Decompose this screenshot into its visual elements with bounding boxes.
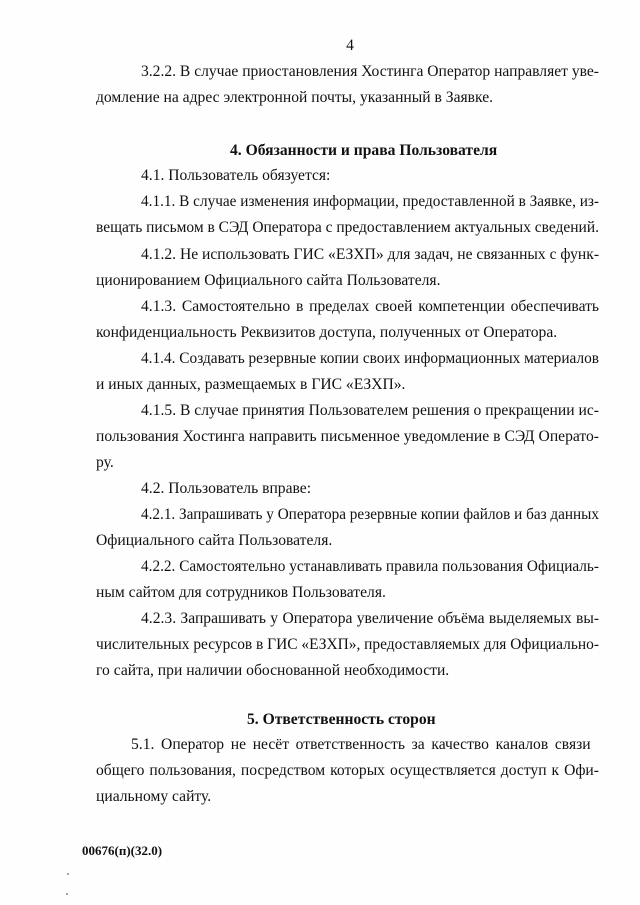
paragraph-line: домление на адрес электронной почты, указанный в Заявке. xyxy=(96,89,494,106)
paragraph-line: 3.2.2. В случае приостановления Хостинга Оператор направляет уве- xyxy=(141,63,599,80)
scan-speck xyxy=(67,873,69,875)
section-heading: 5. Ответственность сторон xyxy=(247,711,436,728)
paragraph-line: 4.2.1. Запрашивать у Оператора резервные копии файлов и баз данных xyxy=(141,506,599,523)
paragraph-line: и иных данных, размещаемых в ГИС «ЕЗХП». xyxy=(96,376,406,393)
paragraph-line: 4.1.3. Самостоятельно в пределах своей компетенции обеспечивать xyxy=(141,298,600,315)
paragraph-line: 4.2.3. Запрашивать у Оператора увеличение объёма выделяемых вы- xyxy=(141,610,600,627)
section-heading: 4. Обязанности и права Пользователя xyxy=(230,142,498,159)
paragraph-line: ным сайтом для сотрудников Пользователя. xyxy=(96,584,386,601)
scan-speck xyxy=(66,893,68,895)
paragraph-line: 5.1. Оператор не несёт ответственность за качество каналов связи xyxy=(131,736,591,753)
paragraph-line: числительных ресурсов в ГИС «ЕЗХП», предоставляемых для Официально- xyxy=(96,636,599,653)
paragraph-line: 4.2.2. Самостоятельно устанавливать правила пользования Официаль- xyxy=(141,558,599,575)
paragraph-line: ру. xyxy=(96,454,114,471)
page-number: 4 xyxy=(346,37,354,54)
paragraph-line: 4.2. Пользователь вправе: xyxy=(141,480,312,497)
paragraph-line: 4.1.5. В случае принятия Пользователем решения о прекращении ис- xyxy=(141,402,599,419)
paragraph-line: Официального сайта Пользователя. xyxy=(96,532,333,549)
document-code: 00676(п)(32.0) xyxy=(82,843,163,858)
paragraph-line: 4.1. Пользователь обязуется: xyxy=(141,167,331,184)
paragraph-line: пользования Хостинга направить письменное уведомление в СЭД Операто- xyxy=(96,428,599,445)
paragraph-line: конфиденциальность Реквизитов доступа, полученных от Оператора. xyxy=(96,324,558,341)
paragraph-line: го сайта, при наличии обоснованной необходимости. xyxy=(96,662,450,679)
paragraph-line: циальному сайту. xyxy=(96,788,212,805)
paragraph-line: вещать письмом в СЭД Оператора с предоставлением актуальных сведений. xyxy=(96,219,599,236)
paragraph-line: 4.1.4. Создавать резервные копии своих информационных материалов xyxy=(141,350,600,367)
paragraph-line: 4.1.1. В случае изменения информации, предоставленной в Заявке, из- xyxy=(141,193,600,210)
paragraph-line: ционированием Официального сайта Пользователя. xyxy=(96,272,441,289)
paragraph-line: 4.1.2. Не использовать ГИС «ЕЗХП» для задач, не связанных с функ- xyxy=(141,246,600,263)
paragraph-line: общего пользования, посредством которых осуществляется доступ к Офи- xyxy=(96,762,599,779)
